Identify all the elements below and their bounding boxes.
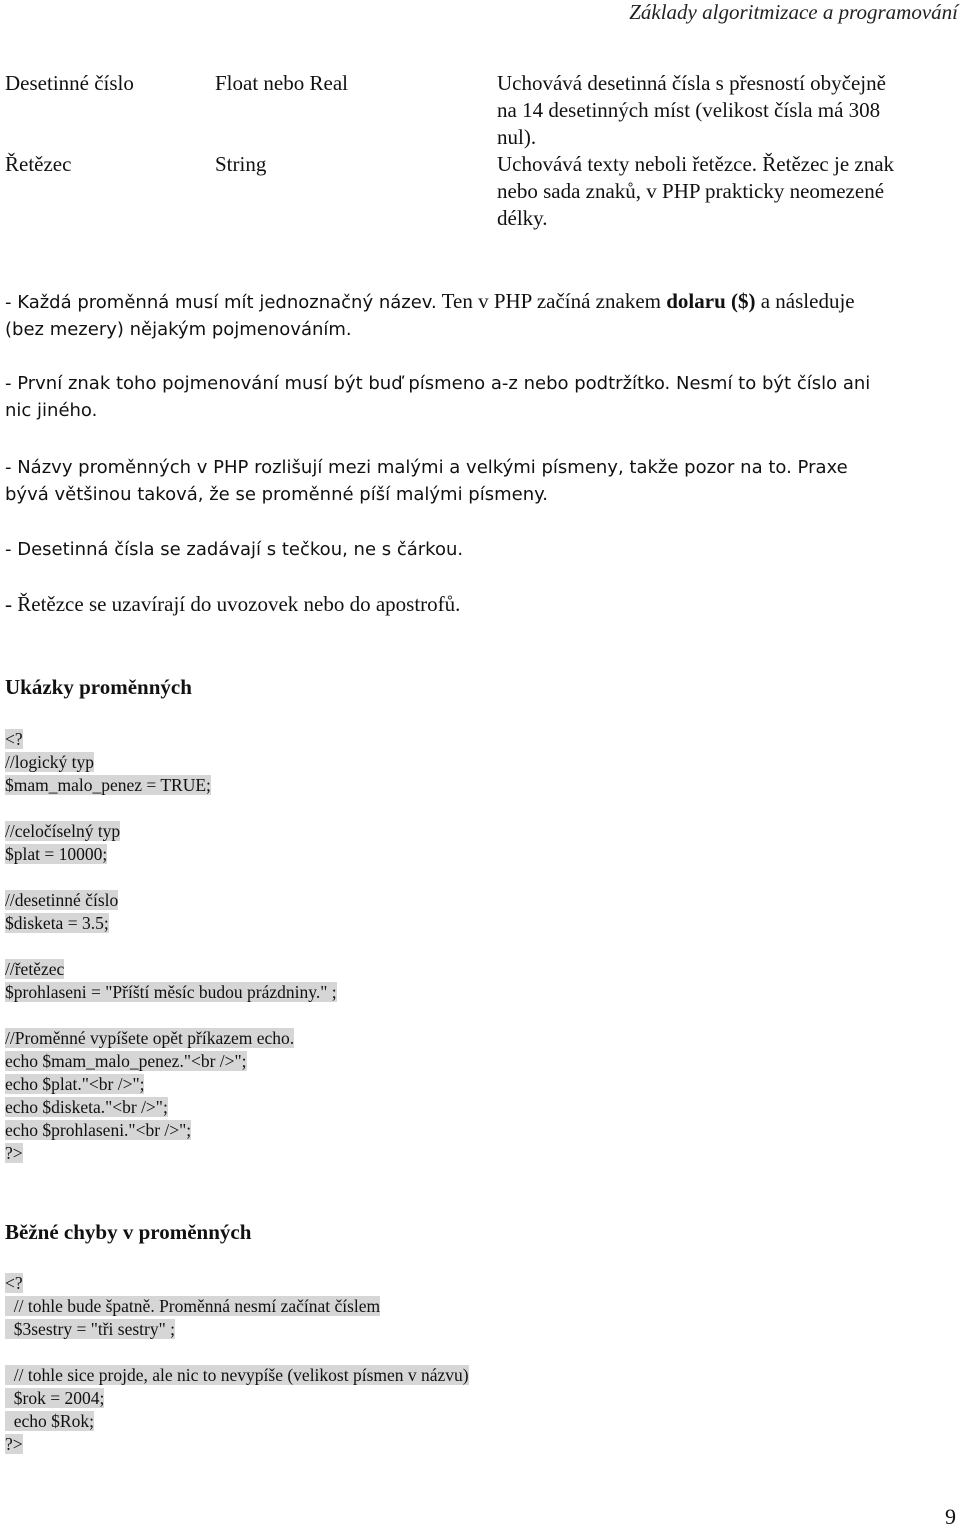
type-name: Desetinné číslo bbox=[5, 71, 134, 95]
code-line: // tohle sice projde, ale nic to nevypíše (velikost písmen v názvu) bbox=[5, 1365, 469, 1385]
rule-first-char: - První znak toho pojmenování musí být buď písmeno a-z nebo podtržítko. Nesmí to být číslo ani nic jiného. bbox=[5, 373, 871, 421]
code-line: // tohle bude špatně. Proměnná nesmí začínat číslem bbox=[5, 1296, 381, 1316]
type-row bbox=[5, 70, 955, 151]
code-line: //logický typ bbox=[5, 752, 94, 772]
code-line: echo $disketa."<br />"; bbox=[5, 1097, 168, 1117]
code-line: //desetinné číslo bbox=[5, 890, 119, 910]
type-description: Uchovává texty neboli řetězce. Řetězec je znak nebo sada znaků, v PHP prakticky neomezené délky. bbox=[497, 152, 895, 230]
code-line: <? bbox=[5, 1273, 23, 1293]
code-line: $mam_malo_penez = TRUE; bbox=[5, 775, 211, 795]
code-line: echo $plat."<br />"; bbox=[5, 1074, 145, 1094]
code-line: $disketa = 3.5; bbox=[5, 913, 109, 933]
code-line: $3sestry = "tři sestry" ; bbox=[5, 1319, 175, 1339]
code-line: ?> bbox=[5, 1434, 23, 1454]
rule-decimals: - Desetinná čísla se zadávají s tečkou, ne s čárkou. bbox=[5, 539, 464, 560]
rule-naming: - Každá proměnná musí mít jednoznačný název. Ten v PHP začíná znakem dolaru ($) a následuje (bez mezery) nějakým pojmenováním. bbox=[5, 289, 855, 340]
code-line: $plat = 10000; bbox=[5, 844, 108, 864]
code-example-errors bbox=[5, 1272, 469, 1456]
type-keyword: Float nebo Real bbox=[215, 71, 348, 95]
code-line: echo $Rok; bbox=[5, 1411, 94, 1431]
running-header: Základy algoritmizace a programování bbox=[629, 0, 958, 24]
page-number: 9 bbox=[945, 1504, 956, 1529]
code-line: //Proměnné vypíšete opět příkazem echo. bbox=[5, 1028, 295, 1048]
code-line: //řetězec bbox=[5, 959, 65, 979]
type-keyword: String bbox=[215, 152, 267, 176]
data-types-table bbox=[5, 70, 955, 232]
code-line: echo $prohlaseni."<br />"; bbox=[5, 1120, 192, 1140]
section-heading: Ukázky proměnných bbox=[5, 675, 192, 699]
section-heading: Běžné chyby v proměnných bbox=[5, 1220, 252, 1244]
code-line: ?> bbox=[5, 1143, 23, 1163]
code-line: $rok = 2004; bbox=[5, 1388, 105, 1408]
type-name: Řetězec bbox=[5, 152, 72, 176]
code-example-variables bbox=[5, 728, 337, 1165]
code-line: //celočíselný typ bbox=[5, 821, 121, 841]
code-line: echo $mam_malo_penez."<br />"; bbox=[5, 1051, 247, 1071]
type-description: Uchovává desetinná čísla s přesností obyčejně na 14 desetinných míst (velikost čísla má 308 nul). bbox=[497, 71, 886, 149]
code-line: $prohlaseni = "Příští měsíc budou prázdniny." ; bbox=[5, 982, 337, 1002]
type-row bbox=[5, 151, 955, 232]
rule-case-sensitive: - Názvy proměnných v PHP rozlišují mezi malými a velkými písmeny, takže pozor na to. Praxe bývá většinou taková, že se proměnné píší malými písmeny. bbox=[5, 457, 848, 505]
code-line: <? bbox=[5, 729, 23, 749]
rule-strings: - Řetězce se uzavírají do uvozovek nebo do apostrofů. bbox=[5, 592, 461, 616]
